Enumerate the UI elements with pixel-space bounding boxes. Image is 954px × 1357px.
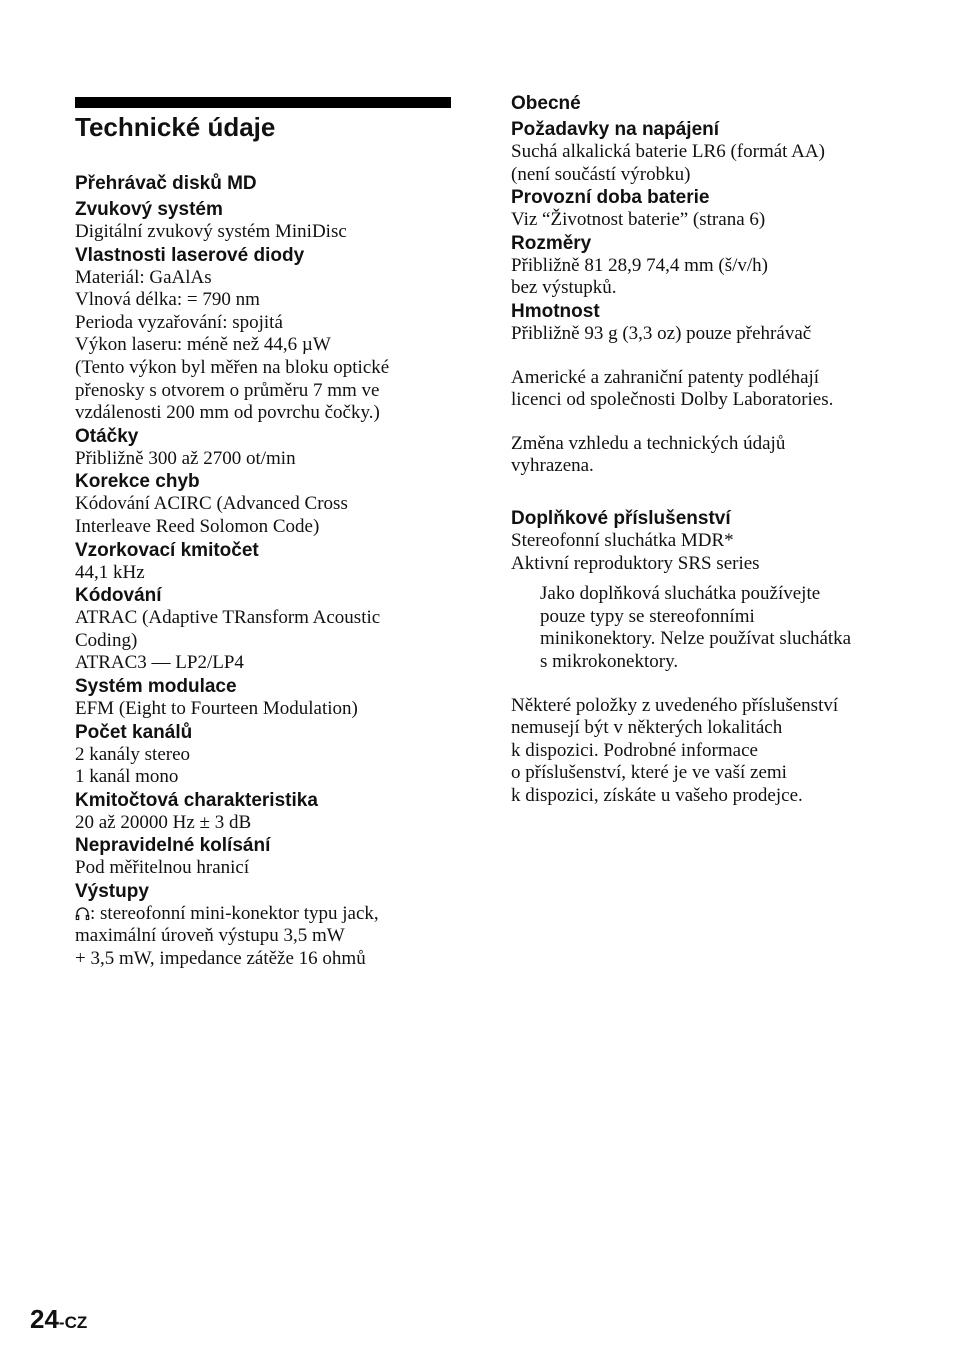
spec-value: Suchá alkalická baterie LR6 (formát AA) (511, 141, 825, 162)
spec-value: Viz “Životnost baterie” (strana 6) (511, 209, 766, 231)
spec-heading: Požadavky na napájení (511, 119, 720, 140)
spec-value: + 3,5 mW, impedance zátěže 16 ohmů (75, 948, 366, 970)
section-heading: Doplňkové příslušenství (511, 507, 731, 529)
spec-value: (není součástí výrobku) (511, 163, 691, 185)
accessory-note: s mikrokonektory. (540, 650, 679, 672)
accessory-note: Jako doplňková sluchátka používejte (540, 583, 821, 605)
change-note: Změna vzhledu a technických údajů (511, 432, 786, 454)
page-number (30, 1302, 87, 1340)
page-number-suffix: -CZ (58, 1313, 88, 1332)
spec-value: EFM (Eight to Fourteen Modulation) (75, 697, 358, 719)
spec-value: bez výstupků. (511, 277, 617, 299)
spec-value: Přibližně 300 až 2700 ot/min (75, 447, 296, 469)
accessory-note: pouze typy se stereofonními (540, 605, 755, 627)
heading-rule (75, 97, 451, 108)
spec-value: Výkon laseru: méně než 44,6 µW (75, 334, 331, 356)
spec-value: Digitální zvukový systém MiniDisc (75, 221, 347, 242)
spec-value: 44,1 kHz (75, 561, 145, 583)
spec-heading: Hmotnost (511, 300, 600, 322)
page-title: Technické údaje (75, 112, 276, 142)
spec-value: Materiál: GaAlAs (75, 266, 212, 288)
spec-value: 1 kanál mono (75, 766, 179, 788)
spec-value: Perioda vyzařování: spojitá (75, 311, 283, 333)
spec-value (75, 903, 460, 926)
spec-value: vzdálenosti 200 mm od povrchu čočky.) (75, 402, 380, 424)
spec-value: ATRAC (Adaptive TRansform Acoustic (75, 607, 381, 629)
spec-heading: Nepravidelné kolísání (75, 835, 271, 857)
spec-heading: Systém modulace (75, 675, 237, 697)
spec-value: Pod měřitelnou hranicí (75, 857, 250, 879)
spec-value: Přibližně 81 28,9 74,4 mm (š/v/h) (511, 254, 769, 276)
availability-note: o příslušenství, které je ve vaší zemi (511, 762, 787, 784)
spec-heading: Vlastnosti laserové diody (75, 244, 305, 266)
spec-value: (Tento výkon byl měřen na bloku optické (75, 356, 390, 378)
accessory-note: minikonektory. Nelze používat sluchátka (540, 628, 852, 650)
availability-note: nemusejí být v některých lokalitách (511, 717, 783, 739)
spec-heading: Kódování (75, 585, 162, 607)
left-column (75, 172, 460, 971)
spec-value-text: : stereofonní mini-konektor typu jack, (90, 902, 379, 924)
spec-heading: Počet kanálů (75, 721, 193, 743)
availability-note: k dispozici. Podrobné informace (511, 739, 758, 761)
accessory-item: Stereofonní sluchátka MDR* (511, 529, 734, 551)
page-number-value: 24 (30, 1304, 59, 1334)
spec-value: Interleave Reed Solomon Code) (75, 515, 320, 537)
availability-note: Některé položky z uvedeného příslušenství (511, 694, 839, 716)
spec-heading: Provozní doba baterie (511, 187, 710, 209)
spec-value: maximální úroveň výstupu 3,5 mW (75, 925, 345, 947)
spec-value: přenosky s otvorem o průměru 7 mm ve (75, 379, 380, 401)
accessory-item: Aktivní reproduktory SRS series (511, 552, 760, 574)
spec-heading: Kmitočtová charakteristika (75, 789, 318, 811)
spec-value: ATRAC3 — LP2/LP4 (75, 652, 244, 674)
spec-value: 2 kanály stereo (75, 743, 191, 765)
spec-value: 20 až 20000 Hz ± 3 dB (75, 811, 252, 833)
section-heading: Obecné (511, 93, 581, 114)
spec-heading: Rozměry (511, 232, 592, 254)
change-note: vyhrazena. (511, 455, 594, 477)
spec-value: Přibližně 93 g (3,3 oz) pouze přehrávač (511, 322, 812, 344)
spec-heading: Výstupy (75, 880, 149, 902)
spec-heading: Otáčky (75, 425, 139, 447)
spec-value: Vlnová délka: = 790 nm (75, 289, 260, 311)
spec-value: Kódování ACIRC (Advanced Cross (75, 493, 348, 515)
headphones-icon (75, 906, 90, 921)
patent-note: licenci od společnosti Dolby Laboratories. (511, 389, 834, 411)
availability-note: k dispozici, získáte u vašeho prodejce. (511, 784, 803, 806)
section-heading: Přehrávač disků MD (75, 173, 257, 194)
spec-heading: Zvukový systém (75, 199, 223, 220)
patent-note: Americké a zahraniční patenty podléhají (511, 366, 820, 388)
spec-value: Coding) (75, 629, 138, 651)
spec-heading: Korekce chyb (75, 471, 200, 493)
right-column (511, 92, 911, 807)
spec-heading: Vzorkovací kmitočet (75, 539, 259, 561)
